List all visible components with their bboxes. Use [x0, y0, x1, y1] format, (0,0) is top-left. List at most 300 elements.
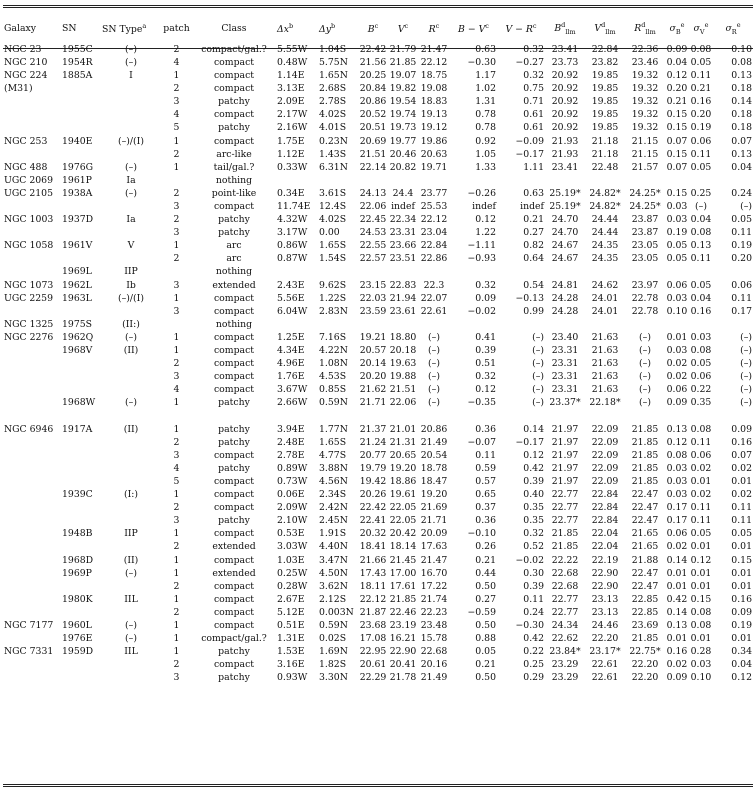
cell-sigma-v: 0.22	[690, 384, 712, 396]
cell-dx: 5.55W	[277, 43, 308, 55]
cell-galaxy	[3, 370, 61, 383]
cell-patch: 3	[173, 96, 180, 108]
cell-dx: 4.32W	[277, 214, 308, 226]
cell-dx: 0.73W	[277, 475, 308, 487]
cell-dx: 0.93W	[277, 672, 308, 684]
cell-sn: 1969P	[62, 567, 92, 579]
cell-r-lim: 21.57	[631, 161, 659, 173]
cell-sigma-r: 0.20	[731, 253, 752, 265]
cell-sn-type: (I:)	[123, 489, 139, 501]
cell-class: compact	[213, 528, 255, 540]
cell-v-r: 0.32	[523, 70, 544, 82]
cell-v-r: 0.39	[523, 475, 544, 487]
spacer-row	[3, 410, 753, 423]
cell-sn-type: (II:)	[122, 318, 140, 330]
cell-b-lim: 23.73	[551, 56, 579, 68]
cell-sigma-r: (–)	[740, 358, 752, 370]
cell-v-lim: 22.48	[591, 161, 619, 173]
cell-b-v: 1.05	[475, 148, 496, 160]
cell-v-lim: 21.18	[591, 148, 619, 160]
cell-sigma-v: 0.28	[690, 646, 712, 658]
cell-b-lim: 24.28	[551, 292, 579, 304]
cell-sn: 1962Q	[62, 331, 94, 343]
cell-class: patchy	[218, 515, 250, 527]
cell-patch: 2	[173, 502, 180, 514]
cell-v-lim: 22.61	[591, 672, 619, 684]
cell-galaxy	[3, 501, 61, 514]
cell-b-lim: 21.97	[551, 475, 579, 487]
cell-b-lim: 23.29	[551, 659, 579, 671]
cell-v: 18.86	[389, 475, 417, 487]
cell-sn-type	[101, 122, 161, 135]
cell-sigma-v: 0.35	[690, 397, 712, 409]
cell-class: patchy	[218, 436, 250, 448]
cell-patch: 1	[173, 240, 180, 252]
cell-v-r: 0.42	[523, 462, 544, 474]
cell-r-lim: 23.97	[631, 279, 659, 291]
cell-v-lim: 22.04	[591, 541, 619, 553]
cell-b-v	[450, 174, 497, 187]
cell-r-lim: (–)	[639, 331, 651, 343]
cell-sigma-b: 0.15	[666, 122, 688, 134]
cell-sigma-r: 0.01	[731, 567, 752, 579]
cell-galaxy: UGC 2259	[4, 292, 53, 304]
cell-dy: 9.62S	[319, 279, 347, 291]
cell-dx: 11.74E	[277, 201, 311, 213]
cell-dx: 2.48E	[277, 436, 305, 448]
cell-sigma-v: (–)	[695, 201, 707, 213]
cell-dy: 2.83N	[319, 305, 348, 317]
cell-b-v: 0.50	[475, 580, 496, 592]
cell-galaxy	[3, 344, 61, 357]
cell-r: 21.49	[420, 672, 448, 684]
cell-sn-type	[101, 514, 161, 527]
cell-sn: 1961P	[62, 174, 92, 186]
cell-b-lim: 23.40	[551, 331, 579, 343]
cell-sigma-b: 0.09	[666, 672, 688, 684]
cell-b: 22.55	[359, 240, 387, 252]
cell-class: compact	[213, 502, 255, 514]
cell-dx: 0.25W	[277, 567, 308, 579]
cell-sigma-r: 0.17	[731, 305, 752, 317]
cell-galaxy	[3, 357, 61, 370]
cell-class: point-like	[211, 187, 257, 199]
cell-galaxy: NGC 488	[4, 161, 48, 173]
cell-v-lim: 21.63	[591, 371, 619, 383]
col-v: $V^c$	[397, 22, 409, 36]
cell-v: 23.51	[389, 253, 417, 265]
cell-b-v: 1.17	[475, 70, 496, 82]
cell-dy: 0.59N	[319, 620, 348, 632]
cell-sn	[61, 475, 101, 488]
cell-sn-type	[101, 370, 161, 383]
cell-class: compact/gal.?	[201, 43, 267, 55]
cell-dx: 0.87W	[277, 253, 308, 265]
cell-r: 23.48	[420, 620, 448, 632]
cell-sn	[61, 253, 101, 266]
cell-b: 18.11	[359, 580, 387, 592]
cell-b-v: 0.59	[475, 462, 496, 474]
cell-galaxy	[3, 305, 61, 318]
cell-sigma-b: 0.06	[666, 528, 688, 540]
cell-sigma-r: 0.13	[731, 70, 752, 82]
cell-v: 19.54	[389, 96, 417, 108]
cell-galaxy: NGC 7177	[4, 620, 54, 632]
cell-b-lim: 20.92	[551, 70, 579, 82]
cell-r-lim: 23.87	[631, 227, 659, 239]
cell-r-lim: 22.36	[631, 43, 659, 55]
cell-sn	[61, 541, 101, 554]
cell-patch: 2	[173, 436, 180, 448]
cell-b-lim: 22.77	[551, 515, 579, 527]
cell-sigma-r: (–)	[740, 331, 752, 343]
cell-sigma-r: 0.01	[731, 541, 752, 553]
cell-sigma-r: 0.34	[731, 646, 752, 658]
cell-b-v: 0.88	[475, 633, 496, 645]
cell-dx	[276, 174, 318, 187]
cell-b: 19.21	[359, 331, 387, 343]
cell-sn-type: (–)	[125, 331, 137, 343]
cell-sigma-v: 0.11	[690, 502, 712, 514]
cell-dy: 3.30N	[319, 672, 348, 684]
cell-sigma-v	[689, 318, 713, 331]
cell-sigma-v: 0.01	[690, 475, 712, 487]
cell-sigma-b: 0.03	[666, 462, 688, 474]
cell-galaxy: NGC 224	[4, 70, 48, 82]
cell-v-r: −0.02	[515, 554, 544, 566]
cell-patch: 5	[173, 122, 180, 134]
cell-r: 19.71	[420, 161, 448, 173]
cell-patch: 2	[173, 43, 180, 55]
cell-sigma-b: 0.03	[666, 489, 688, 501]
cell-v-r: 0.99	[523, 305, 544, 317]
cell-sigma-b: 0.09	[666, 43, 688, 55]
cell-r-lim: 21.85	[631, 633, 659, 645]
cell-r-lim: 22.20	[631, 659, 659, 671]
cell-r: 20.09	[420, 528, 448, 540]
cell-b-v: −0.10	[467, 528, 496, 540]
cell-dy: 1.69N	[319, 646, 348, 658]
cell-sn: 1939C	[62, 489, 93, 501]
cell-sigma-b: 0.03	[666, 475, 688, 487]
cell-sn: 1940E	[62, 135, 93, 147]
cell-sn-type: V	[127, 240, 135, 252]
cell-dy: 5.75N	[319, 56, 348, 68]
cell-b-lim: 24.67	[551, 253, 579, 265]
cell-class: patchy	[218, 96, 250, 108]
cell-sigma-r	[713, 318, 753, 331]
table-row	[3, 122, 753, 135]
cell-r-lim: 21.85	[631, 475, 659, 487]
cell-v-r: 0.22	[523, 646, 544, 658]
cell-b-v: 0.36	[475, 515, 496, 527]
cell-r-lim: 22.47	[631, 489, 659, 501]
cell-sn: 1975S	[62, 318, 93, 330]
cell-v-lim: 19.85	[591, 70, 619, 82]
cell-sigma-r: 0.09	[731, 606, 752, 618]
cell-sigma-r: 0.04	[731, 161, 752, 173]
cell-sn-type	[101, 606, 161, 619]
cell-dx: 0.28W	[277, 580, 308, 592]
cell-dy: 1.22S	[319, 292, 347, 304]
table-row	[3, 266, 753, 279]
cell-sn-type	[101, 226, 161, 239]
cell-v-lim: 22.09	[591, 423, 619, 435]
cell-sigma-r: 0.07	[731, 135, 752, 147]
cell-v: 21.79	[389, 43, 417, 55]
cell-patch: 3	[173, 279, 180, 291]
cell-sigma-v: 0.05	[690, 279, 712, 291]
cell-dy: 0.85S	[319, 384, 347, 396]
cell-sn-type	[101, 383, 161, 396]
cell-r-lim: (–)	[639, 358, 651, 370]
cell-dy: 0.00	[319, 227, 340, 239]
cell-sigma-b: 0.02	[666, 659, 688, 671]
cell-b-v: 0.78	[475, 109, 496, 121]
table-row	[3, 292, 753, 305]
cell-dx: 4.34E	[277, 345, 305, 357]
col-sn-type: SN Type$^a$	[102, 22, 147, 36]
table-row	[3, 423, 753, 436]
cell-sigma-v: 0.05	[690, 56, 712, 68]
cell-v: 23.19	[389, 620, 417, 632]
cell-dx: 0.51E	[277, 620, 305, 632]
cell-r: 21.69	[420, 502, 448, 514]
table-row	[3, 645, 753, 658]
cell-b: 21.71	[359, 397, 387, 409]
cell-sigma-b: 0.12	[666, 70, 688, 82]
cell-b: 24.13	[359, 187, 387, 199]
cell-sigma-b: 0.12	[666, 436, 688, 448]
cell-b: 21.66	[359, 554, 387, 566]
cell-v-lim: 23.17*	[589, 646, 621, 658]
cell-b-v: 0.44	[475, 567, 496, 579]
cell-v-lim: 22.84	[591, 489, 619, 501]
table-row	[3, 226, 753, 239]
cell-patch: 1	[173, 633, 180, 645]
cell-b: 22.42	[359, 43, 387, 55]
cell-v: 23.66	[389, 240, 417, 252]
cell-sigma-v: 0.08	[690, 620, 712, 632]
cell-dy: 2.68S	[319, 83, 347, 95]
cell-b-v: 0.65	[475, 489, 496, 501]
cell-sn-type	[101, 108, 161, 121]
cell-v-r: 0.14	[523, 423, 544, 435]
cell-dy: 4.77S	[319, 449, 347, 461]
cell-v-lim: 22.09	[591, 436, 619, 448]
cell-sn-type	[101, 580, 161, 593]
cell-r: 22.12	[420, 56, 448, 68]
cell-sn: 1960L	[62, 620, 92, 632]
cell-sigma-r: 0.18	[731, 109, 752, 121]
cell-class: patchy	[218, 423, 250, 435]
cell-sn-type: IIP	[124, 266, 138, 278]
cell-sigma-r: 0.13	[731, 148, 752, 160]
cell-v: 19.77	[389, 135, 417, 147]
cell-galaxy	[3, 580, 61, 593]
cell-patch: 2	[173, 606, 180, 618]
cell-sigma-b: 0.07	[666, 135, 688, 147]
cell-b-v: −1.11	[467, 240, 496, 252]
cell-sn: 1968W	[62, 397, 96, 409]
cell-b-lim: 23.37*	[549, 397, 581, 409]
cell-v: 20.46	[389, 148, 417, 160]
cell-v: 20.18	[389, 345, 417, 357]
cell-galaxy: NGC 253	[4, 135, 48, 147]
cell-r: 22.07	[420, 292, 448, 304]
cell-dx: 5.12E	[277, 606, 305, 618]
cell-sn: 1954R	[62, 56, 93, 68]
cell-r: 20.86	[420, 423, 448, 435]
cell-v-r: 0.54	[523, 279, 544, 291]
cell-r: 20.54	[420, 449, 448, 461]
cell-sigma-r: 0.19	[731, 240, 752, 252]
cell-v: 24.4	[392, 187, 414, 199]
cell-galaxy	[3, 672, 61, 685]
cell-dx: 6.04W	[277, 305, 308, 317]
cell-v-lim: 22.09	[591, 449, 619, 461]
cell-dx: 1.03E	[277, 554, 305, 566]
cell-sigma-r: 0.01	[731, 633, 752, 645]
cell-v-r: indef	[520, 201, 544, 213]
table-row	[3, 108, 753, 121]
cell-b-lim: 21.85	[551, 528, 579, 540]
cell-v-lim: 22.61	[591, 659, 619, 671]
cell-sigma-r: 0.16	[731, 436, 752, 448]
cell-sigma-v: 0.01	[690, 580, 712, 592]
cell-b: 20.69	[359, 135, 387, 147]
cell-r: 21.47	[420, 43, 448, 55]
table-row	[3, 514, 753, 527]
cell-dx: 0.53E	[277, 528, 305, 540]
cell-v-lim: 22.90	[591, 567, 619, 579]
cell-v: 19.73	[389, 122, 417, 134]
cell-b: 20.32	[359, 528, 387, 540]
cell-v: 21.94	[389, 292, 417, 304]
cell-v-r: 0.39	[523, 580, 544, 592]
cell-v-lim: 23.13	[591, 606, 619, 618]
cell-sigma-b: 0.17	[666, 502, 688, 514]
cell-sn-type	[101, 501, 161, 514]
cell-r	[418, 266, 450, 279]
cell-v-lim: 24.62	[591, 279, 619, 291]
cell-patch: 3	[173, 201, 180, 213]
cell-dx	[276, 318, 318, 331]
cell-r: 15.78	[420, 633, 448, 645]
col-v-lim: $V^d_{llm}$	[594, 21, 616, 37]
cell-r: 23.04	[420, 227, 448, 239]
cell-v-lim: 24.01	[591, 305, 619, 317]
cell-galaxy	[3, 541, 61, 554]
cell-v-r: (–)	[532, 371, 544, 383]
cell-r-lim: 21.85	[631, 436, 659, 448]
cell-galaxy	[3, 200, 61, 213]
cell-b-lim: 24.28	[551, 305, 579, 317]
cell-sigma-r: 0.18	[731, 122, 752, 134]
cell-sigma-b: 0.17	[666, 515, 688, 527]
table-row	[3, 344, 753, 357]
cell-b-lim: 22.68	[551, 567, 579, 579]
cell-class: arc-like	[216, 148, 252, 160]
cell-r-lim: 21.65	[631, 541, 659, 553]
cell-sigma-v: 0.06	[690, 371, 712, 383]
cell-dy: 3.47N	[319, 554, 348, 566]
cell-b: 22.06	[359, 201, 387, 213]
cell-b: 20.84	[359, 83, 387, 95]
cell-dy	[318, 266, 358, 279]
cell-sn-type	[101, 541, 161, 554]
cell-b-lim: 21.97	[551, 462, 579, 474]
cell-class: tail/gal.?	[213, 161, 255, 173]
cell-sn	[61, 672, 101, 685]
cell-b-lim: 20.92	[551, 122, 579, 134]
cell-sigma-r: 0.19	[731, 620, 752, 632]
cell-patch: 5	[173, 475, 180, 487]
cell-patch	[161, 174, 192, 187]
cell-b-lim: 23.84*	[549, 646, 581, 658]
cell-class: compact	[213, 489, 255, 501]
cell-dy: 1.65N	[319, 70, 348, 82]
cell-v-r: 0.30	[523, 567, 544, 579]
cell-dy: 3.61S	[319, 187, 347, 199]
cell-b	[358, 318, 388, 331]
cell-v-r: (–)	[532, 345, 544, 357]
cell-dx: 0.48W	[277, 56, 308, 68]
cell-b-lim: 23.31	[551, 358, 579, 370]
cell-v: 23.61	[389, 305, 417, 317]
cell-class: patchy	[218, 214, 250, 226]
cell-class: compact	[213, 449, 255, 461]
cell-sn	[61, 108, 101, 121]
cell-patch: 4	[173, 384, 180, 396]
cell-r-lim: 22.78	[631, 292, 659, 304]
cell-patch: 1	[173, 397, 180, 409]
cell-b: 23.59	[359, 305, 387, 317]
table-row	[3, 135, 753, 148]
cell-patch: 2	[173, 541, 180, 553]
cell-patch: 1	[173, 554, 180, 566]
cell-sn: 1963L	[62, 292, 92, 304]
table-row	[3, 593, 753, 606]
cell-v-r: 1.11	[523, 161, 544, 173]
cell-b: 19.79	[359, 462, 387, 474]
cell-sn	[61, 514, 101, 527]
cell-sigma-v: 0.01	[690, 567, 712, 579]
cell-b-lim: 22.77	[551, 593, 579, 605]
cell-b-v: 0.21	[475, 659, 496, 671]
cell-b-lim: 21.93	[551, 148, 579, 160]
cell-sigma-v: 0.13	[690, 240, 712, 252]
cell-sn-type: IIL	[124, 646, 138, 658]
cell-class: compact/gal.?	[201, 633, 267, 645]
cell-sigma-b: 0.13	[666, 423, 688, 435]
cell-v-r: 0.63	[523, 187, 544, 199]
spacer-cell	[3, 410, 753, 423]
cell-sn-type	[101, 475, 161, 488]
cell-sigma-r: 0.08	[731, 56, 752, 68]
cell-class: patchy	[218, 646, 250, 658]
cell-sn	[61, 606, 101, 619]
cell-patch: 1	[173, 331, 180, 343]
cell-sigma-b: 0.06	[666, 279, 688, 291]
table-row	[3, 357, 753, 370]
col-galaxy: Galaxy	[4, 23, 36, 35]
cell-dx: 3.94E	[277, 423, 305, 435]
cell-r-lim	[625, 174, 665, 187]
cell-sigma-v: 0.11	[690, 436, 712, 448]
cell-r: (–)	[428, 397, 440, 409]
cell-sn-type: Ia	[126, 214, 136, 226]
